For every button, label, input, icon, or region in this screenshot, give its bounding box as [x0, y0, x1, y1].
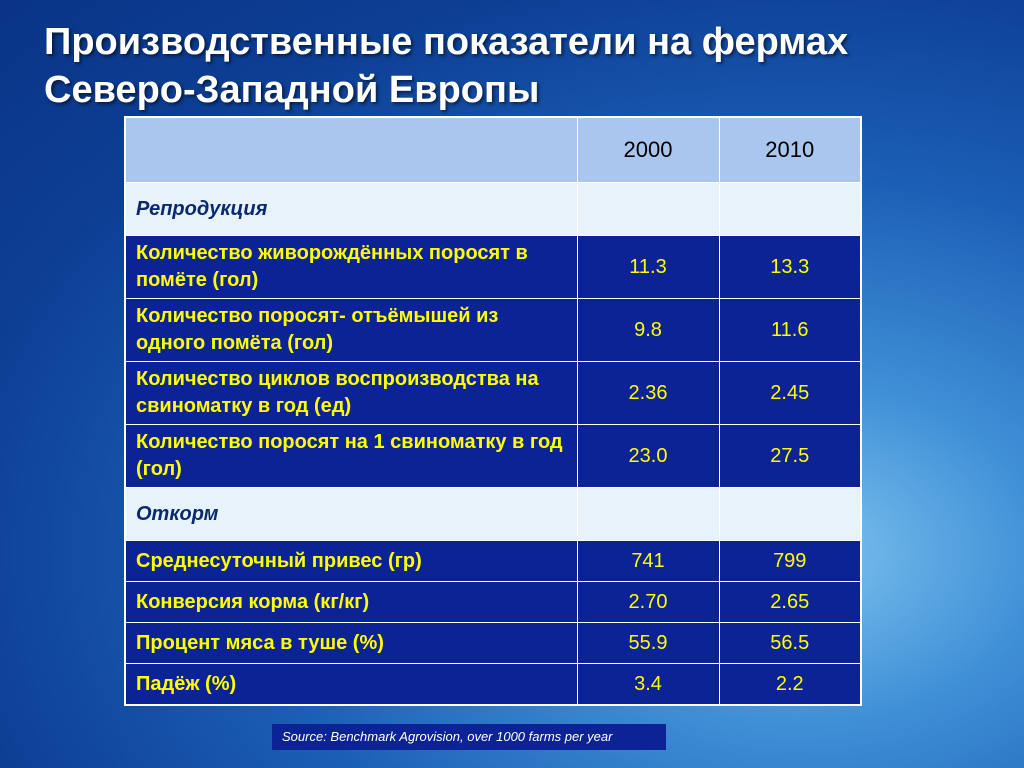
section-empty-cell — [577, 183, 719, 236]
value-2010: 2.45 — [719, 362, 861, 425]
row-label: Процент мяса в туше (%) — [125, 623, 577, 664]
value-2000: 55.9 — [577, 623, 719, 664]
value-2000: 9.8 — [577, 299, 719, 362]
row-label: Количество живорождённых поросят в помёте (гол) — [125, 236, 577, 299]
section-empty-cell — [719, 183, 861, 236]
header-year-2010: 2010 — [719, 117, 861, 183]
table-row — [125, 299, 861, 362]
section-empty-cell — [577, 488, 719, 541]
row-label: Количество циклов воспроизводства на свиноматку в год (ед) — [125, 362, 577, 425]
table-row — [125, 362, 861, 425]
table-row — [125, 582, 861, 623]
value-2000: 741 — [577, 541, 719, 582]
row-label: Конверсия корма (кг/кг) — [125, 582, 577, 623]
value-2010: 2.2 — [719, 664, 861, 706]
value-2010: 2.65 — [719, 582, 861, 623]
row-label: Падёж (%) — [125, 664, 577, 706]
row-label: Количество поросят- отъёмышей из одного помёта (гол) — [125, 299, 577, 362]
slide-title-line-1: Производственные показатели на фермах — [44, 21, 849, 63]
row-label: Количество поросят на 1 свиноматку в год (гол) — [125, 425, 577, 488]
header-label-cell — [125, 117, 577, 183]
value-2000: 2.36 — [577, 362, 719, 425]
table-row — [125, 541, 861, 582]
value-2010: 13.3 — [719, 236, 861, 299]
section-row-reproduction — [125, 183, 861, 236]
section-row-fattening — [125, 488, 861, 541]
value-2000: 2.70 — [577, 582, 719, 623]
section-empty-cell — [719, 488, 861, 541]
value-2010: 11.6 — [719, 299, 861, 362]
value-2000: 23.0 — [577, 425, 719, 488]
value-2010: 799 — [719, 541, 861, 582]
value-2000: 11.3 — [577, 236, 719, 299]
section-title: Откорм — [125, 488, 577, 541]
value-2010: 56.5 — [719, 623, 861, 664]
value-2010: 27.5 — [719, 425, 861, 488]
performance-table — [124, 116, 862, 706]
table-row — [125, 425, 861, 488]
source-note: Source: Benchmark Agrovision, over 1000 farms per year — [272, 724, 666, 750]
value-2000: 3.4 — [577, 664, 719, 706]
header-year-2000: 2000 — [577, 117, 719, 183]
table-row — [125, 236, 861, 299]
slide-title — [44, 18, 848, 114]
table-header-row — [125, 117, 861, 183]
table-row — [125, 664, 861, 706]
section-title: Репродукция — [125, 183, 577, 236]
row-label: Среднесуточный привес (гр) — [125, 541, 577, 582]
table-row — [125, 623, 861, 664]
slide-title-line-2: Северо-Западной Европы — [44, 69, 540, 111]
